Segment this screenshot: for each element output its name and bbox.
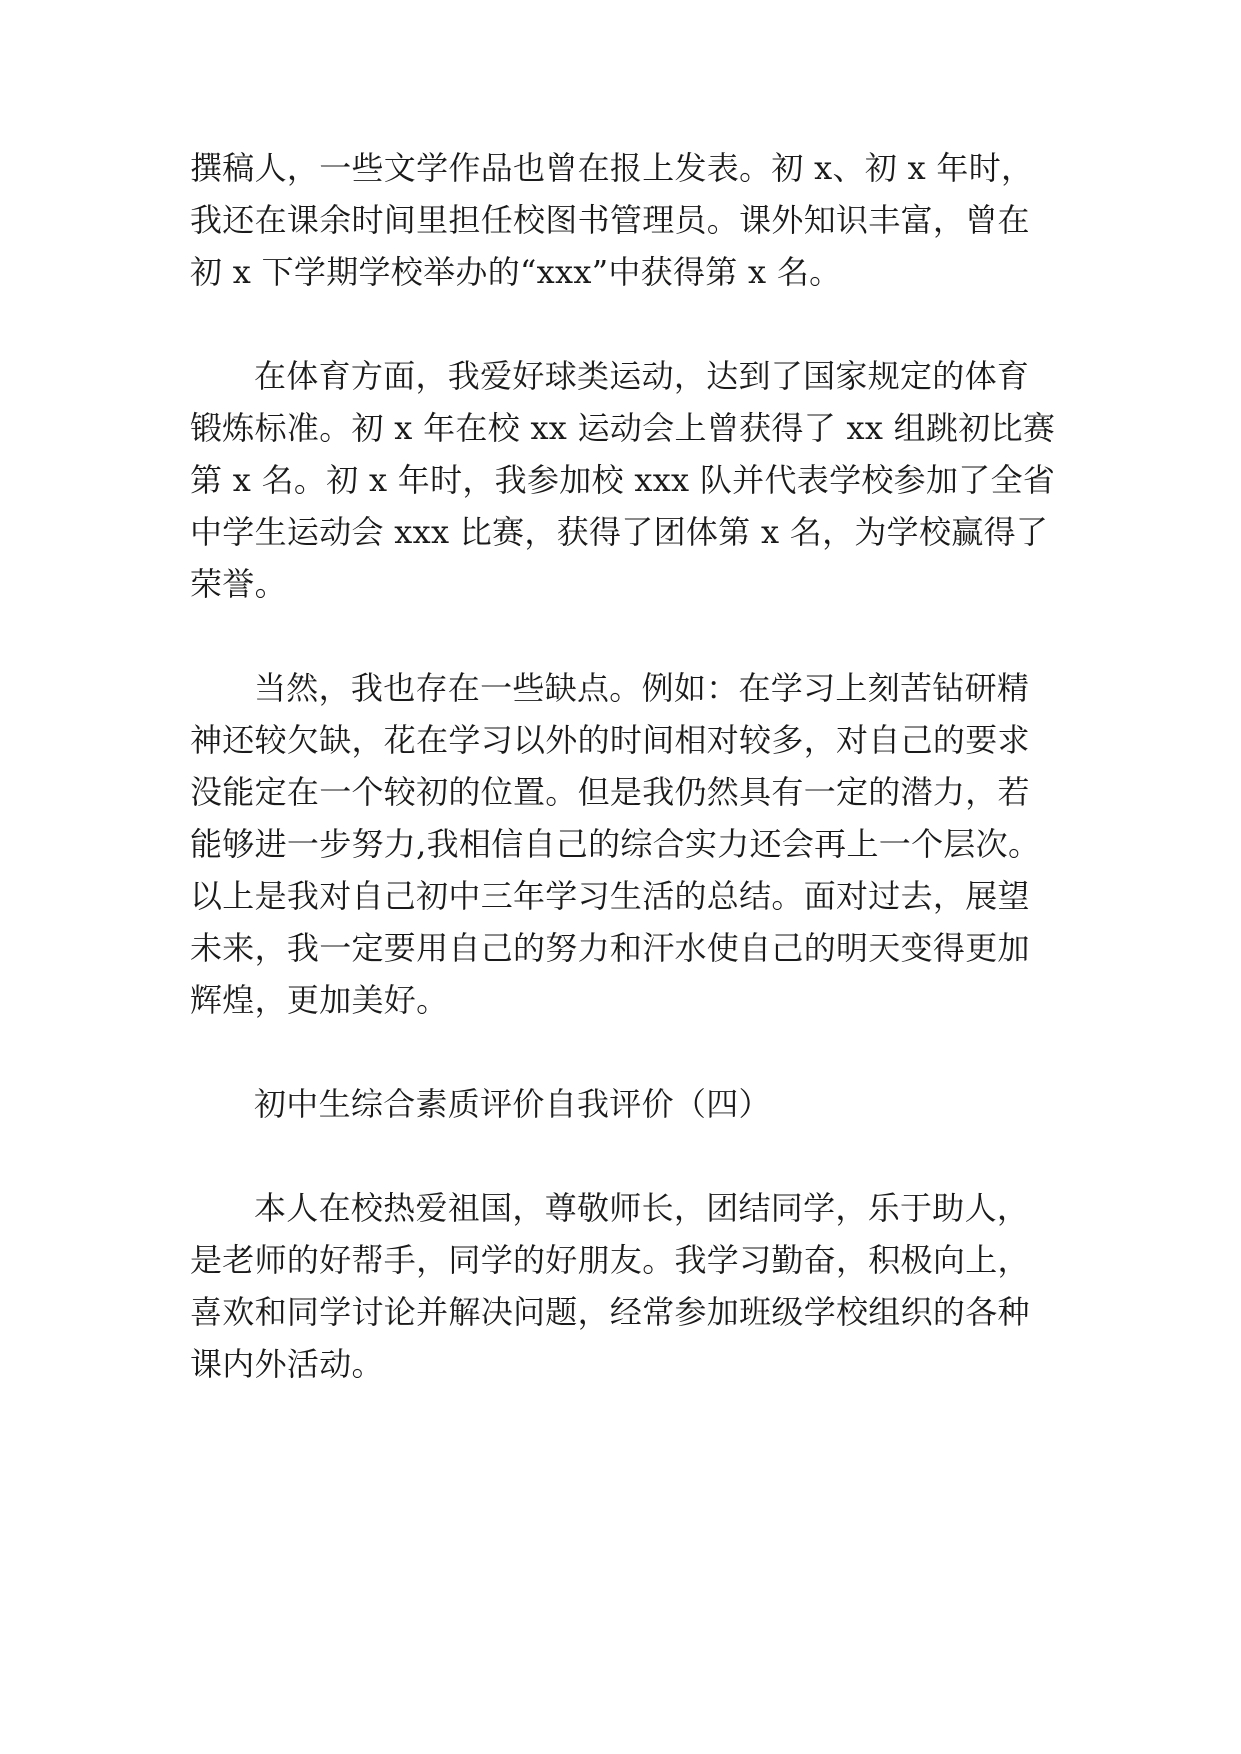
paragraph-line: 喜欢和同学讨论并解决问题，经常参加班级学校组织的各种: [190, 1293, 1030, 1331]
paragraph-line: 能够进一步努力,我相信自己的综合实力还会再上一个层次。: [190, 825, 1041, 863]
paragraph-line: 辉煌，更加美好。: [190, 981, 449, 1019]
paragraph-line: 我还在课余时间里担任校图书管理员。课外知识丰富，曾在: [190, 201, 1030, 239]
paragraph-line: 荣誉。: [190, 565, 287, 603]
paragraph-line: 中学生运动会 xxx 比赛，获得了团体第 x 名，为学校赢得了: [190, 513, 1049, 551]
paragraph-line: 是老师的好帮手，同学的好朋友。我学习勤奋，积极向上，: [190, 1241, 1030, 1279]
paragraph-line: 在体育方面，我爱好球类运动，达到了国家规定的体育: [254, 357, 1030, 395]
paragraph-line: 当然，我也存在一些缺点。例如：在学习上刻苦钻研精: [254, 669, 1030, 707]
paragraph-line: 没能定在一个较初的位置。但是我仍然具有一定的潜力，若: [190, 773, 1030, 811]
paragraph-line: 本人在校热爱祖国，尊敬师长，团结同学，乐于助人，: [254, 1189, 1030, 1227]
paragraph-line: 以上是我对自己初中三年学习生活的总结。面对过去，展望: [190, 877, 1030, 915]
paragraph-line: 未来，我一定要用自己的努力和汗水使自己的明天变得更加: [190, 929, 1030, 967]
paragraph-line: 撰稿人，一些文学作品也曾在报上发表。初 x、初 x 年时，: [190, 149, 1034, 187]
paragraph-line: 神还较欠缺，花在学习以外的时间相对较多，对自己的要求: [190, 721, 1030, 759]
section-heading: 初中生综合素质评价自我评价（四）: [254, 1085, 771, 1123]
paragraph-line: 课内外活动。: [190, 1345, 384, 1383]
paragraph-line: 初 x 下学期学校举办的“xxx”中获得第 x 名。: [190, 253, 842, 291]
paragraph-line: 锻炼标准。初 x 年在校 xx 运动会上曾获得了 xx 组跳初比赛: [190, 409, 1056, 447]
paragraph-line: 第 x 名。初 x 年时，我参加校 xxx 队并代表学校参加了全省: [190, 461, 1056, 499]
